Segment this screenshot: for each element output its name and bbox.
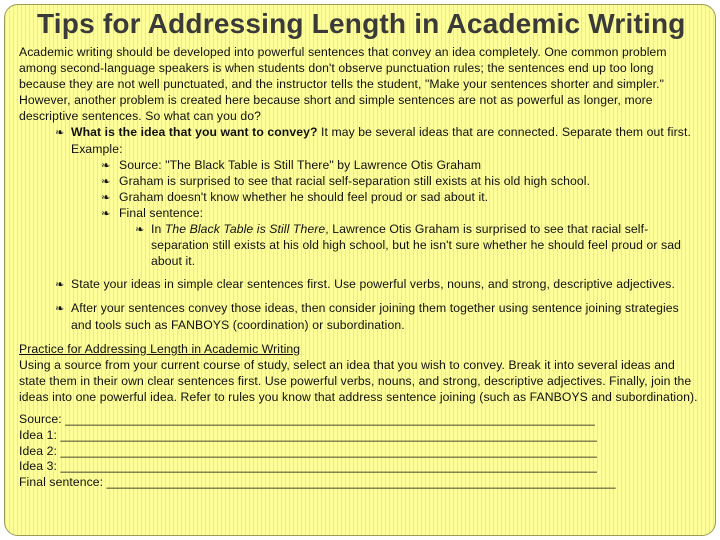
pilcrow-icon: ❧ xyxy=(55,303,65,315)
idea-3-field[interactable] xyxy=(19,459,699,475)
idea-1-label: Idea 1: xyxy=(19,427,61,442)
example-item: ❧ Graham is surprised to see that racial self-separation still exists at his old high school. xyxy=(101,174,591,188)
spacer xyxy=(19,333,699,341)
pilcrow-icon: ❧ xyxy=(55,127,65,139)
example-item: ❧ Source: "The Black Table is Still There" by Lawrence Otis Graham xyxy=(101,158,482,172)
final-sentence-example: ❧ In The Black Table is Still There, Lawrence Otis Graham is surprised to see that racial self-separation still exists at his old high school, but he isn't sure whether he should feel proud or sad about it. xyxy=(135,222,682,268)
idea-3-label: Idea 3: xyxy=(19,459,61,474)
practice-heading: Practice for Addressing Length in Academic Writing xyxy=(19,342,301,356)
idea-1-field[interactable] xyxy=(19,428,699,444)
slide-content xyxy=(19,44,699,491)
spacer xyxy=(19,269,699,276)
tip-idea-text: It may be several ideas that are connected. Separate them out first. Example: xyxy=(71,125,691,156)
idea-2-field[interactable] xyxy=(19,444,699,460)
idea-2-blank[interactable]: ______________________________________________________________________________ xyxy=(60,443,597,458)
example-item: ❧ Final sentence: xyxy=(101,206,204,220)
source-blank[interactable]: _____________________________________________________________________________ xyxy=(65,412,595,426)
idea-3-blank[interactable]: ______________________________________________________________________________ xyxy=(60,459,597,474)
pilcrow-icon: ❧ xyxy=(55,279,65,291)
spacer xyxy=(19,405,699,412)
slide-title: Tips for Addressing Length in Academic Writing xyxy=(37,8,686,39)
tip-simple-sentences: ❧ State your ideas in simple clear sentences first. Use powerful verbs, nouns, and strong, descriptive adjectives. xyxy=(55,277,675,291)
practice-instructions: Using a source from your current course of study, select an idea that you wish to convey. Break it into several ideas and state them in their own clear sentences first. Use powerful verbs, nouns, and strong, descriptive adjectives. Finally, join the ideas into one powerful idea. Refer to rules you know that address sentence joining (such as FANBOYS and subordination). xyxy=(19,358,698,404)
final-sentence-blank[interactable]: __________________________________________________________________________ xyxy=(106,475,616,490)
source-field[interactable] xyxy=(19,412,699,428)
example-item: ❧ Graham doesn't know whether he should feel proud or sad about it. xyxy=(101,190,489,204)
source-label: Source: xyxy=(19,412,66,426)
book-title: The Black Table is Still There xyxy=(164,222,326,236)
intro-paragraph: Academic writing should be developed into powerful sentences that convey an idea completely. One common problem among second-language speakers is when students don't observe punctuation rules; the sentences end up too long because they are not well punctuated, and the instructor tells the student, "Make your sentences shorter and simpler." However, another problem is created here because short and simple sentences are not as powerful as longer, more descriptive sentences. So what can you do? xyxy=(19,45,667,123)
final-sentence-field[interactable] xyxy=(19,475,699,491)
slide xyxy=(4,4,716,536)
pilcrow-icon: ❧ xyxy=(101,176,111,188)
pilcrow-icon: ❧ xyxy=(101,160,111,172)
tip-idea xyxy=(19,124,699,157)
idea-2-label: Idea 2: xyxy=(19,443,61,458)
pilcrow-icon: ❧ xyxy=(101,192,111,204)
tip-joining: ❧ After your sentences convey those ideas, then consider joining them together using sentence joining strategies and tools such as FANBOYS (coordination) or subordination. xyxy=(55,301,679,332)
pilcrow-icon: ❧ xyxy=(135,224,145,236)
spacer xyxy=(19,293,699,300)
pilcrow-icon: ❧ xyxy=(101,208,111,220)
final-sentence-label: Final sentence: xyxy=(19,475,107,490)
tip-idea-question: What is the idea that you want to convey? xyxy=(71,125,318,139)
idea-1-blank[interactable]: ______________________________________________________________________________ xyxy=(60,427,597,442)
